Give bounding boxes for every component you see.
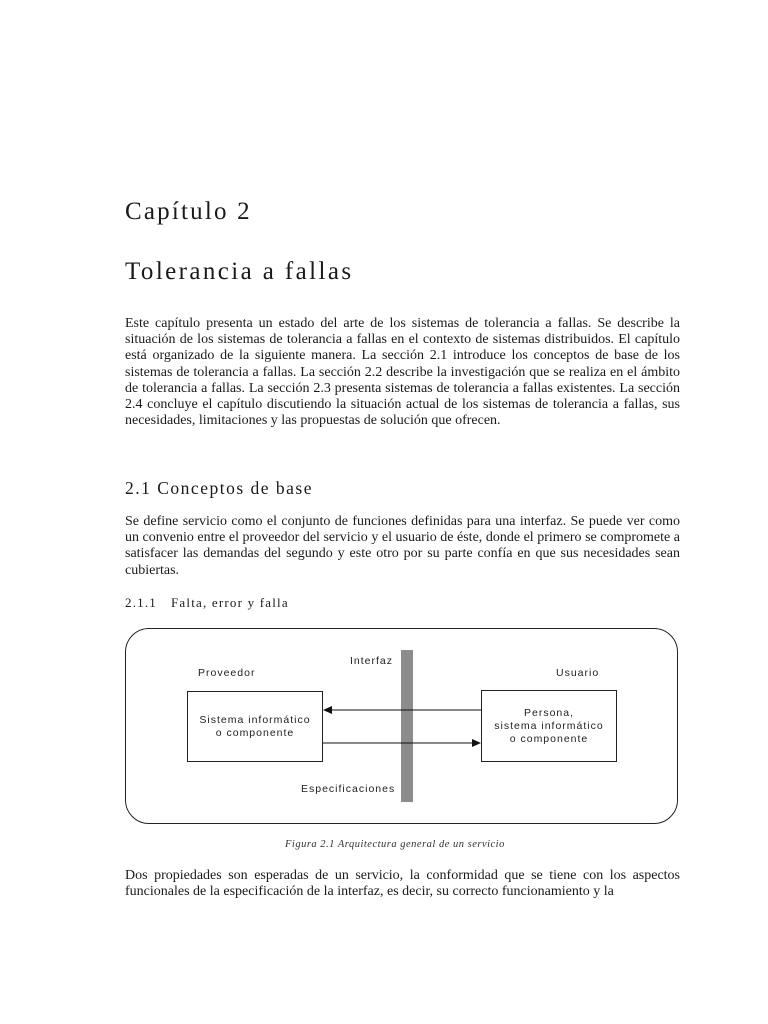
proveedor-label: Proveedor xyxy=(198,667,256,679)
provider-box-line: Sistema informático xyxy=(199,713,311,726)
provider-box-line: o componente xyxy=(215,726,295,739)
section-paragraph: Se define servicio como el conjunto de funciones definidas para una interfaz. Se puede ver como un convenio entre el proveedor del servicio y el usuario de éste, donde el primero se compromete a satisfacer las demandas del segundo y este otro por su parte confía en que sus necesidades sean cubiertas. xyxy=(125,514,680,578)
user-box-line: Persona, xyxy=(523,706,575,719)
provider-box xyxy=(187,691,323,762)
last-paragraph: Dos propiedades son esperadas de un servicio, la conformidad que se tiene con los aspectos funcionales de la especificación de la interfaz, es decir, su correcto funcionamiento y la xyxy=(125,868,680,900)
user-box xyxy=(481,690,617,762)
usuario-label: Usuario xyxy=(556,667,600,679)
especificaciones-label: Especificaciones xyxy=(301,783,396,795)
interfaz-label: Interfaz xyxy=(350,655,394,667)
chapter-label: Capítulo 2 xyxy=(125,198,252,225)
interface-bar xyxy=(401,650,413,802)
subsection-heading xyxy=(125,595,289,611)
section-title: Conceptos de base xyxy=(157,478,313,498)
subsection-number: 2.1.1 xyxy=(125,595,157,610)
figure-caption: Figura 2.1 Arquitectura general de un servicio xyxy=(285,839,505,850)
section-number: 2.1 xyxy=(125,478,152,498)
user-box-line: sistema informático xyxy=(494,719,604,732)
subsection-title: Falta, error y falla xyxy=(171,595,289,610)
user-box-line: o componente xyxy=(509,732,589,745)
chapter-title: Tolerancia a fallas xyxy=(125,258,354,285)
intro-paragraph: Este capítulo presenta un estado del arte de los sistemas de tolerancia a fallas. Se describe la situación de los sistemas de tolerancia a fallas en el contexto de sistemas distribuidos. El capítulo está organizado de la siguiente manera. La sección 2.1 introduce los conceptos de base de los sistemas de tolerancia a fallas. La sección 2.2 describe la investigación que se realiza en el ámbito de tolerancia a fallas. La sección 2.3 presenta sistemas de tolerancia a fallas existentes. La sección 2.4 concluye el capítulo discutiendo la situación actual de los sistemas de tolerancia a fallas, sus necesidades, limitaciones y las propuestas de solución que ofrecen. xyxy=(125,316,680,429)
section-heading xyxy=(125,478,313,499)
